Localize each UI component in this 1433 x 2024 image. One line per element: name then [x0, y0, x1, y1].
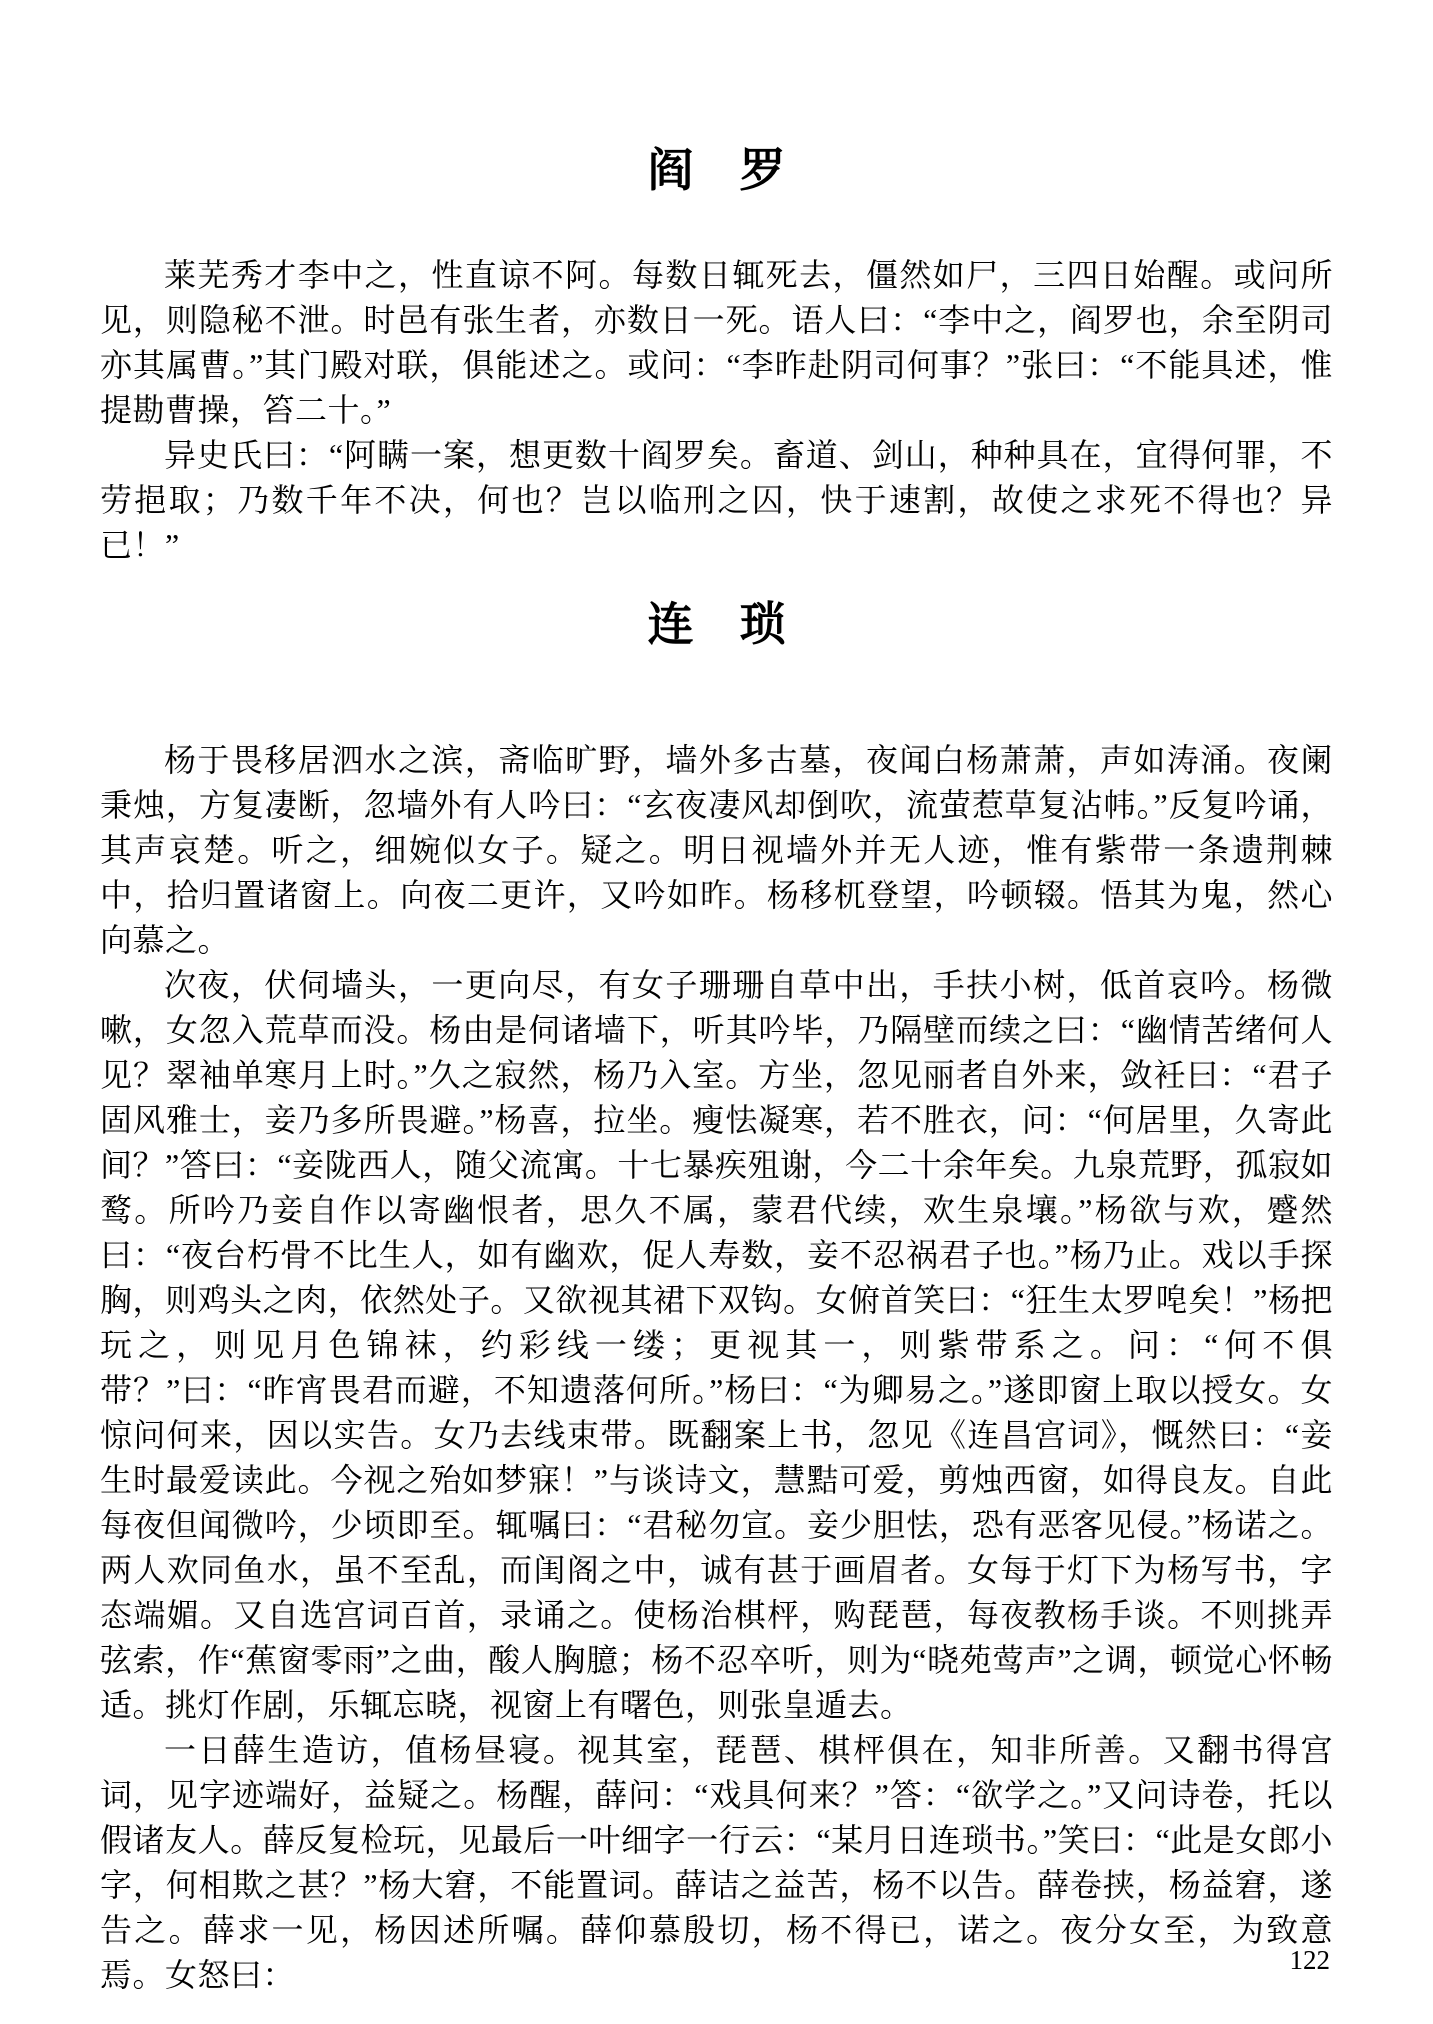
yanluo-paragraph-1: 莱芜秀才李中之，性直谅不阿。每数日辄死去，僵然如尸，三四日始醒。或问所见，则隐秘不泄。时邑有张生者，亦数日一死。语人曰：“李中之，阎罗也，余至阴司亦其属曹。”其门殿对联，俱能述之。或问：“李昨赴阴司何事？”张曰：“不能具述，惟提勘曹操，笞二十。” — [100, 256, 1333, 428]
liansuo-paragraph-1: 杨于畏移居泗水之滨，斋临旷野，墙外多古墓，夜闻白杨萧萧，声如涛涌。夜阑秉烛，方复凄断，忽墙外有人吟曰：“玄夜凄风却倒吹，流萤惹草复沾帏。”反复吟诵，其声哀楚。听之，细婉似女子。疑之。明日视墙外并无人迹，惟有紫带一条遗荆棘中，拾归置诸窗上。向夜二更许，又吟如昨。杨移杌登望，吟顿辍。悟其为鬼，然心向慕之。 — [100, 742, 1333, 959]
liansuo-paragraph-2: 次夜，伏伺墙头，一更向尽，有女子珊珊自草中出，手扶小树，低首哀吟。杨微嗽，女忽入荒草而没。杨由是伺诸墙下，听其吟毕，乃隔壁而续之曰：“幽情苦绪何人见？翠袖单寒月上时。”久之寂然，杨乃入室。方坐，忽见丽者自外来，敛衽曰：“君子固风雅士，妾乃多所畏避。”杨喜，拉坐。瘦怯凝寒，若不胜衣，问：“何居里，久寄此间？”答曰：“妾陇西人，随父流寓。十七暴疾殂谢，今二十余年矣。九泉荒野，孤寂如鹜。所吟乃妾自作以寄幽恨者，思久不属，蒙君代续，欢生泉壤。”杨欲与欢，蹙然曰：“夜台朽骨不比生人，如有幽欢，促人寿数，妾不忍祸君子也。”杨乃止。戏以手探胸，则鸡头之肉，依然处子。又欲视其裙下双钩。女俯首笑曰：“狂生太罗唣矣！”杨把玩之，则见月色锦袜，约彩线一缕；更视其一，则紫带系之。问：“何不俱带？”曰：“昨宵畏君而避，不知遗落何所。”杨曰：“为卿易之。”遂即窗上取以授女。女惊问何来，因以实告。女乃去线束带。既翻案上书，忽见《连昌宫词》，慨然曰：“妾生时最爱读此。今视之殆如梦寐！”与谈诗文，慧黠可爱，剪烛西窗，如得良友。自此每夜但闻微吟，少顷即至。辄嘱曰：“君秘勿宣。妾少胆怯，恐有恶客见侵。”杨诺之。两人欢同鱼水，虽不至乱，而闺阁之中，诚有甚于画眉者。女每于灯下为杨写书，字态端媚。又自选宫词百首，录诵之。使杨治棋枰，购琵琶，每夜教杨手谈。不则挑弄弦索，作“蕉窗零雨”之曲，酸人胸臆；杨不忍卒听，则为“晓苑莺声”之调，顿觉心怀畅适。挑灯作剧，乐辄忘晓，视窗上有曙色，则张皇遁去。 — [100, 967, 1333, 1724]
story-liansuo — [100, 600, 1333, 1999]
story-title-liansuo: 连 琐 — [647, 598, 786, 650]
yanluo-paragraph-2: 异史氏曰：“阿瞒一案，想更数十阎罗矣。畜道、剑山，种种具在，宜得何罪，不劳挹取；乃数千年不决，何也？岂以临刑之囚，快于速割，故使之求死不得也？异已！” — [100, 436, 1333, 563]
story-yanluo — [100, 0, 1333, 568]
page-number: 122 — [1289, 1945, 1330, 1975]
story-title-yanluo: 阎 罗 — [647, 145, 786, 196]
liansuo-paragraph-3: 一日薛生造访，值杨昼寝。视其室，琵琶、棋枰俱在，知非所善。又翻书得宫词，见字迹端好，益疑之。杨醒，薛问：“戏具何来？”答：“欲学之。”又问诗卷，托以假诸友人。薛反复检玩，见最后一叶细字一行云：“某月日连琐书。”笑曰：“此是女郎小字，何相欺之甚？”杨大窘，不能置词。薛诘之益苦，杨不以告。薛卷挟，杨益窘，遂告之。薛求一见，杨因述所嘱。薛仰慕殷切，杨不得已，诺之。夜分女至，为致意焉。女怒曰： — [100, 1732, 1333, 1994]
